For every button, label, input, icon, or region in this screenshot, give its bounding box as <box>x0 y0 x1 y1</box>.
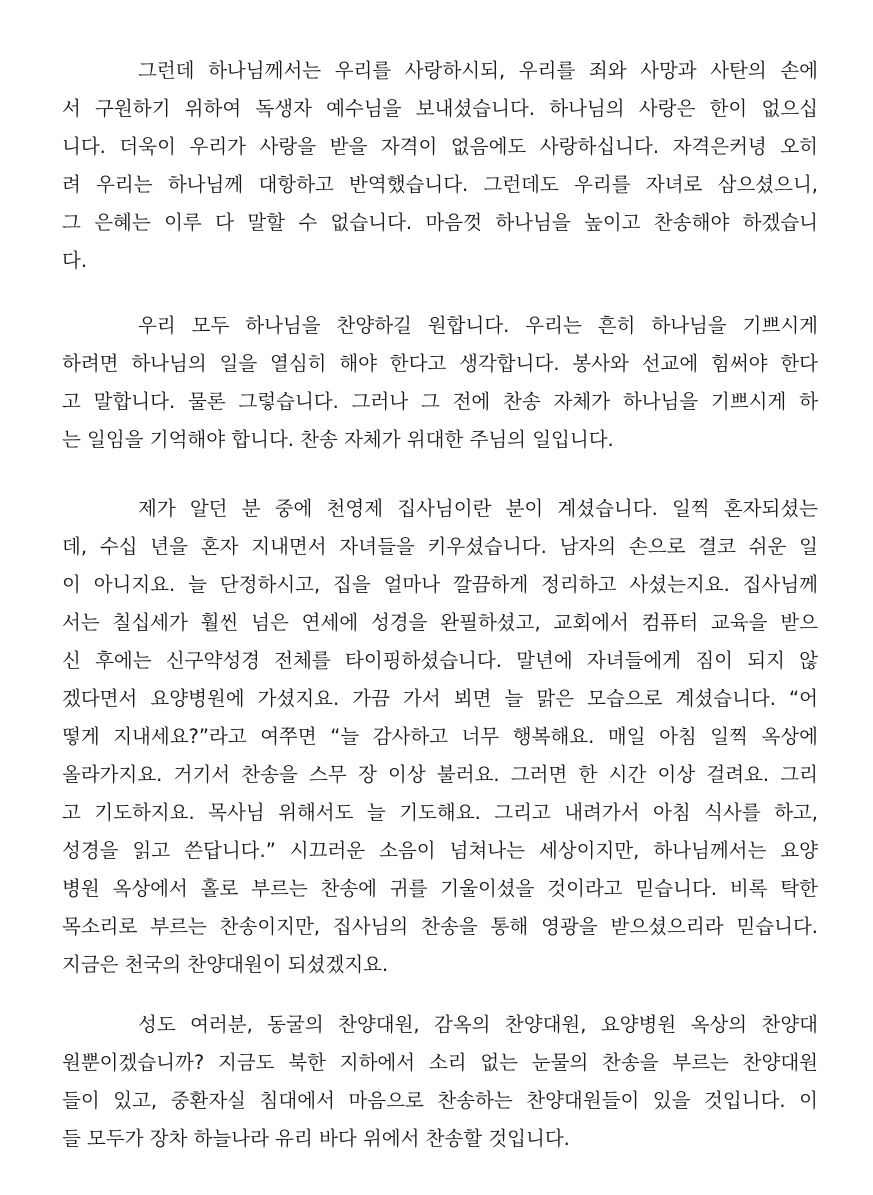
text-line: 떻게 지내세요?”라고 여쭈면 “늘 감사하고 너무 행복해요. 매일 아침 일찍 옥상에 <box>62 725 818 748</box>
text-line: 병원 옥상에서 홀로 부르는 찬송에 귀를 기울이셨을 것이라고 믿습니다. 비록 탁한 <box>62 877 818 900</box>
text-line: 다. <box>62 249 88 272</box>
text-line: 하려면 하나님의 일을 열심히 해야 한다고 생각합니다. 봉사와 선교에 힘써야 한다 <box>62 352 818 375</box>
text-line: 는 일임을 기억해야 합니다. 찬송 자체가 위대한 주님의 일입니다. <box>62 428 614 451</box>
text-line: 원뿐이겠습니까? 지금도 북한 지하에서 소리 없는 눈물의 찬송을 부르는 찬양대원 <box>62 1051 818 1074</box>
paragraph-2 <box>62 307 818 459</box>
text-line: 데, 수십 년을 혼자 지내면서 자녀들을 키우셨습니다. 남자의 손으로 결코 쉬운 일 <box>62 535 818 558</box>
text-line: 그 은혜는 이루 다 말할 수 없습니다. 마음껏 하나님을 높이고 찬송해야 하겠습니 <box>62 211 818 234</box>
text-line: 목소리로 부르는 찬송이지만, 집사님의 찬송을 통해 영광을 받으셨으리라 믿습니다. <box>62 915 818 938</box>
text-line: 제가 알던 분 중에 천영제 집사님이란 분이 계셨습니다. 일찍 혼자되셨는 <box>138 497 818 520</box>
text-line: 려 우리는 하나님께 대항하고 반역했습니다. 그런데도 우리를 자녀로 삼으셨으니, <box>62 173 818 196</box>
text-line: 성도 여러분, 동굴의 찬양대원, 감옥의 찬양대원, 요양병원 옥상의 찬양대 <box>138 1013 818 1036</box>
paragraph-1 <box>62 52 818 280</box>
text-line: 고 말합니다. 물론 그렇습니다. 그러나 그 전에 찬송 자체가 하나님을 기쁘시게 하 <box>62 390 818 413</box>
text-line: 성경을 읽고 쓴답니다.” 시끄러운 소음이 넘쳐나는 세상이지만, 하나님께서는 요양 <box>62 839 818 862</box>
text-line: 우리 모두 하나님을 찬양하길 원합니다. 우리는 흔히 하나님을 기쁘시게 <box>138 314 818 337</box>
text-line: 이 아니지요. 늘 단정하시고, 집을 얼마나 깔끔하게 정리하고 사셨는지요. 집사님께 <box>62 573 818 596</box>
text-line: 고 기도하지요. 목사님 위해서도 늘 기도해요. 그리고 내려가서 아침 식사를 하고, <box>62 801 818 824</box>
text-line: 그런데 하나님께서는 우리를 사랑하시되, 우리를 죄와 사망과 사탄의 손에 <box>138 59 818 82</box>
text-line: 니다. 더욱이 우리가 사랑을 받을 자격이 없음에도 사랑하십니다. 자격은커녕 오히 <box>62 135 818 158</box>
text-line: 들 모두가 장차 하늘나라 유리 바다 위에서 찬송할 것입니다. <box>62 1127 570 1150</box>
text-line: 서는 칠십세가 훨씬 넘은 연세에 성경을 완필하셨고, 교회에서 컴퓨터 교육을 받으 <box>62 611 818 634</box>
paragraph-3 <box>62 490 818 984</box>
text-line: 신 후에는 신구약성경 전체를 타이핑하셨습니다. 말년에 자녀들에게 짐이 되지 않 <box>62 649 818 672</box>
text-line: 들이 있고, 중환자실 침대에서 마음으로 찬송하는 찬양대원들이 있을 것입니다. 이 <box>62 1089 818 1112</box>
text-line: 지금은 천국의 찬양대원이 되셨겠지요. <box>62 953 389 976</box>
text-line: 서 구원하기 위하여 독생자 예수님을 보내셨습니다. 하나님의 사랑은 한이 없으십 <box>62 97 818 120</box>
text-line: 겠다면서 요양병원에 가셨지요. 가끔 가서 뵈면 늘 맑은 모습으로 계셨습니다. “어 <box>62 687 818 710</box>
paragraph-4 <box>62 1006 818 1158</box>
text-line: 올라가지요. 거기서 찬송을 스무 장 이상 불러요. 그러면 한 시간 이상 걸려요. 그리 <box>62 763 818 786</box>
